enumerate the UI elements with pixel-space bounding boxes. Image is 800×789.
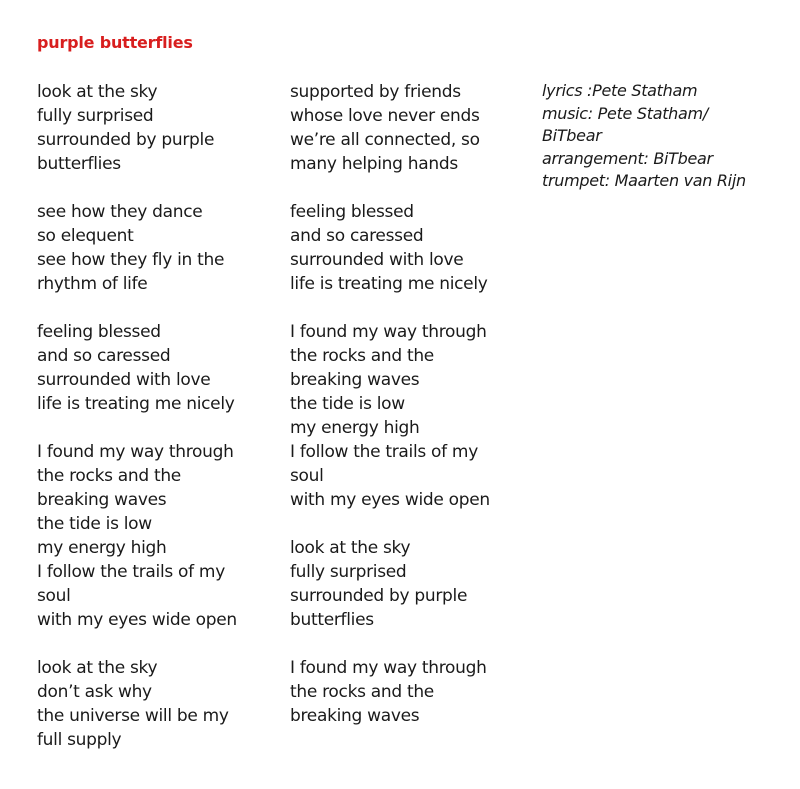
credits-block — [542, 80, 746, 193]
credit-line: BiTbear — [542, 126, 602, 145]
stanza — [290, 320, 490, 512]
stanza — [37, 320, 237, 416]
lyric-line: see how they dance — [37, 202, 203, 222]
lyric-line: see how they fly in the — [37, 250, 225, 270]
stanza — [37, 80, 237, 176]
lyric-line: rhythm of life — [37, 274, 148, 294]
lyric-line: the tide is low — [290, 394, 405, 414]
lyric-line: the tide is low — [37, 514, 152, 534]
credit-line: music: Pete Statham/ — [542, 103, 708, 123]
stanza — [37, 440, 237, 632]
stanza — [290, 80, 490, 176]
lyric-line: butterflies — [37, 154, 121, 174]
lyric-line: fully surprised — [37, 106, 154, 126]
lyric-line: look at the sky — [290, 538, 411, 558]
lyric-line: soul — [37, 586, 71, 606]
song-title: purple butterflies — [37, 33, 193, 52]
credit-line: arrangement: BiTbear — [542, 148, 713, 168]
lyric-line: look at the sky — [37, 658, 158, 678]
stanza — [290, 656, 490, 728]
lyric-line: soul — [290, 466, 324, 486]
lyric-line: look at the sky — [37, 82, 158, 102]
lyric-line: my energy high — [290, 418, 420, 438]
lyric-line: I follow the trails of my — [290, 442, 478, 462]
lyric-line: surrounded with love — [37, 370, 211, 390]
lyric-line: with my eyes wide open — [37, 610, 237, 630]
lyrics-column-1 — [37, 80, 237, 776]
lyrics-column-2 — [290, 80, 490, 752]
lyric-line: the universe will be my — [37, 706, 229, 726]
lyric-line: feeling blessed — [37, 322, 161, 342]
lyric-line: breaking waves — [37, 490, 167, 510]
lyric-line: fully surprised — [290, 562, 407, 582]
lyric-line: I found my way through — [37, 442, 234, 462]
lyric-line: I found my way through — [290, 658, 487, 678]
lyric-line: supported by friends — [290, 82, 461, 102]
lyric-line: my energy high — [37, 538, 167, 558]
credit-line: lyrics :Pete Statham — [542, 81, 698, 100]
lyric-line: many helping hands — [290, 154, 458, 174]
lyric-line: and so caressed — [290, 226, 424, 246]
lyric-line: life is treating me nicely — [290, 274, 488, 294]
lyric-line: breaking waves — [290, 370, 420, 390]
lyric-line: with my eyes wide open — [290, 490, 490, 510]
lyric-line: the rocks and the — [37, 466, 181, 486]
stanza — [37, 200, 237, 296]
lyric-line: life is treating me nicely — [37, 394, 235, 414]
lyric-line: breaking waves — [290, 706, 420, 726]
stanza — [37, 656, 237, 752]
lyric-line: don’t ask why — [37, 682, 152, 702]
lyric-line: the rocks and the — [290, 346, 434, 366]
lyric-line: we’re all connected, so — [290, 130, 480, 150]
lyric-line: so elequent — [37, 226, 134, 246]
stanza — [290, 200, 490, 296]
stanza — [290, 536, 490, 632]
lyric-line: whose love never ends — [290, 106, 480, 126]
lyric-line: surrounded by purple — [290, 586, 468, 606]
lyric-line: I found my way through — [290, 322, 487, 342]
lyric-line: surrounded with love — [290, 250, 464, 270]
lyric-line: and so caressed — [37, 346, 171, 366]
lyric-line: feeling blessed — [290, 202, 414, 222]
credit-line: trumpet: Maarten van Rijn — [542, 171, 746, 190]
lyric-line: the rocks and the — [290, 682, 434, 702]
lyric-line: butterflies — [290, 610, 374, 630]
lyric-line: full supply — [37, 730, 122, 750]
lyric-line: surrounded by purple — [37, 130, 215, 150]
lyric-line: I follow the trails of my — [37, 562, 225, 582]
